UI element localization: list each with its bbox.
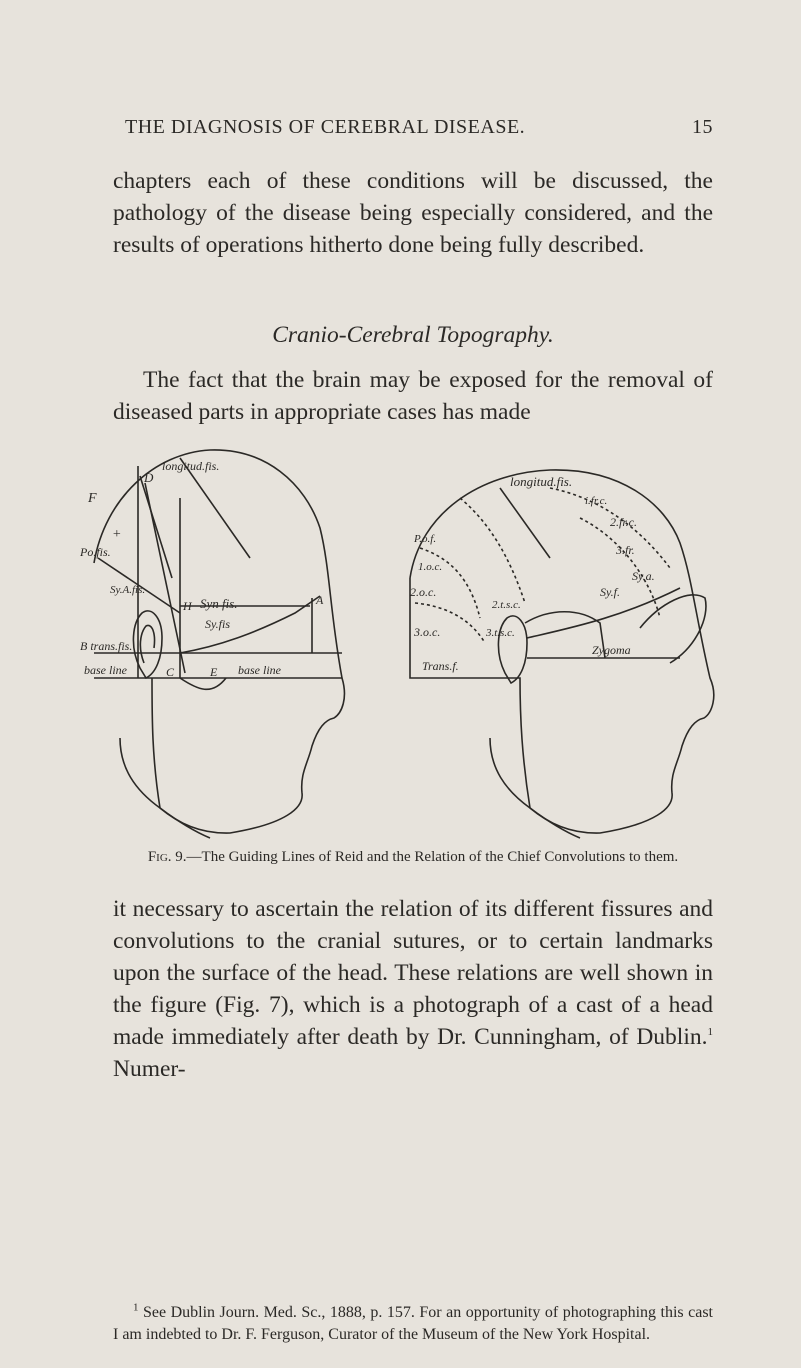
figure-reid-lines [80, 428, 735, 848]
page-number: 15 [692, 116, 713, 138]
left-label-base-line-right: base line [238, 663, 281, 677]
footnote-mark: 1 [133, 1301, 139, 1314]
left-label-sy-a: Sy.A.fis. [110, 584, 146, 596]
footnote-reference: 1 [707, 1026, 713, 1039]
right-convolution-5 [420, 548, 480, 618]
right-wing [640, 595, 706, 663]
left-oblique-3 [180, 458, 250, 558]
left-label-h: H [183, 599, 192, 613]
right-label-i-fr: i.fr.c. [585, 495, 608, 507]
right-chin-line [530, 808, 580, 838]
figure-illustration [80, 428, 735, 848]
left-label-trans: B trans.fis. [80, 639, 133, 653]
right-label-one-oc: 1.o.c. [418, 561, 443, 573]
left-label-base-line-left: base line [84, 663, 127, 677]
right-label-two-oc: 2.o.c. [410, 585, 437, 599]
right-label-trans-f: Trans.f. [422, 659, 459, 673]
paragraph-3-tail: Numer- [113, 1056, 186, 1082]
right-label-longitudinal: longitud.fis. [510, 474, 573, 489]
left-label-sylvian: Syn fis. [200, 596, 238, 611]
right-neck-line [410, 578, 530, 808]
left-label-longitudinal: longitud.fis. [162, 459, 220, 473]
left-label-po: Po.fis. [80, 545, 111, 559]
left-label-f: F [88, 491, 97, 506]
left-chin-line [160, 808, 210, 838]
left-label-a: A [316, 593, 324, 607]
left-label-c: C [166, 665, 175, 679]
right-label-three-oc: 3.o.c. [414, 625, 441, 639]
right-convolution-2 [500, 488, 550, 558]
right-label-two-fr: 2.fr.c. [610, 515, 637, 529]
left-oblique-1 [140, 476, 172, 578]
left-label-e: E [210, 665, 218, 679]
left-label-d: D [144, 470, 154, 485]
right-label-sy-a: Sy.a. [632, 569, 655, 583]
footnote-text: See Dublin Journ. Med. Sc., 1888, p. 157. For an opportunity of photographing this cast I am indebted to Dr. F. Ferguson, Curator of the Museum of the New York Hospital. [113, 1304, 713, 1343]
figure-caption-text: —The Guiding Lines of Reid and the Relation of the Chief Convolutions to them. [186, 849, 679, 865]
left-label-sy-fis: Sy.fis [205, 617, 231, 631]
left-label-plus: + [112, 527, 122, 542]
left-neck-line [152, 678, 160, 808]
paragraph-2: The fact that the brain may be exposed for the removal of diseased parts in appropriate cases has made [113, 367, 713, 425]
right-convolution-1 [460, 498, 525, 603]
right-label-three-tsc: 3.t.s.c. [486, 627, 515, 639]
section-title: Cranio-Cerebral Topography. [272, 322, 554, 348]
right-label-po: P.o.f. [414, 533, 437, 545]
right-head-outline [410, 470, 714, 833]
paragraph-3-text: it necessary to ascertain the relation of its different fissures and convolutions to the cranial sutures, or to certain landmarks upon the surface of the head. These relations are well shown in the figure (Fig. 7), which is a photograph of a cast of a head made immediately after death by Dr. Cunningham, of Dublin. [113, 896, 713, 1050]
paragraph-3 [113, 893, 713, 1085]
footnote [113, 1302, 713, 1346]
right-label-two-tsc: 2.t.s.c. [492, 599, 521, 611]
left-ear-inner [140, 625, 154, 663]
figure-caption-label: Fig. 9. [147, 849, 187, 865]
right-label-three-fr: 3.fr. [616, 543, 635, 557]
left-rolandic [145, 483, 185, 673]
paragraph-1: chapters each of these conditions will be discussed, the pathology of the disease being especially considered, and the results of operations hitherto done being fully described. [113, 168, 713, 258]
figure-caption [118, 848, 708, 866]
running-title: THE DIAGNOSIS OF CEREBRAL DISEASE. [125, 116, 526, 138]
right-label-zygoma: Zygoma [592, 643, 631, 657]
right-label-sy-f: Sy.f. [600, 585, 620, 599]
left-e-line [180, 678, 226, 689]
